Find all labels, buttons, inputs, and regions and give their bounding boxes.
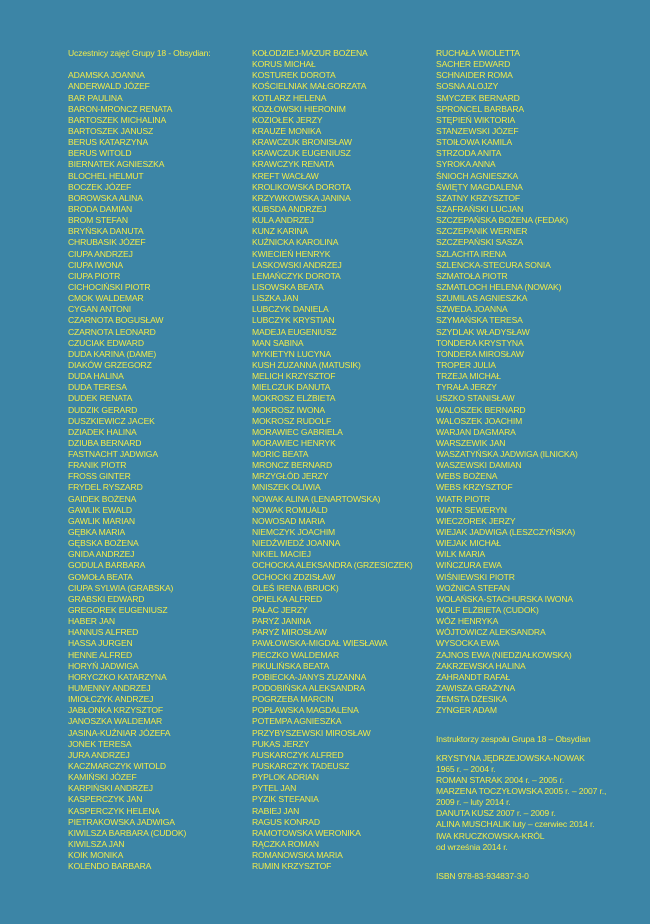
participant-name: HANNUS ALFRED [68,627,139,638]
participants-column-2 [252,48,432,872]
participant-name: CIUPA IWONA [68,259,124,270]
participant-name: WÓZ HENRYKA [436,616,499,627]
participant-name: ZAKRZEWSKA HALINA [436,660,526,671]
participant-name: STOIŁOWA KAMILA [436,137,513,148]
participant-name: CZARNOTA BOGUSŁAW [68,315,164,326]
instructor-line: MARZENA TOCZYŁOWSKA 2005 r. – 2007 r., [436,786,607,796]
participant-name: FROSS GINTER [68,471,131,482]
participant-name: SZAFRAŃSKI LUCJAN [436,203,524,214]
participant-name: WIŚNIEWSKI PIOTR [436,571,515,582]
participant-name: POGRZEBA MARCIN [252,694,334,705]
participant-name: DUDZIK GERARD [68,404,138,415]
name-list-3 [436,48,636,716]
participant-name: WALOSZEK JOACHIM [436,415,523,426]
participant-name: WOŹNICA STEFAN [436,582,510,593]
participant-name: WARJAN DAGMARA [436,426,516,437]
participant-name: KRAWCZUK EUGENIUSZ [252,148,351,159]
participant-name: KOTLARZ HELENA [252,92,327,103]
participant-name: WEBS BOŻENA [436,471,498,482]
participant-name: TROPER JULIA [436,359,496,370]
participant-name: ZEMSTA DŻESIKA [436,694,507,705]
participant-name: LISOWSKA BEATA [252,281,324,292]
participant-name: SZMATLOCH HELENA (NOWAK) [436,281,562,292]
participant-name: DZIUBA BERNARD [68,437,142,448]
instructor-line: ROMAN STARAK 2004 r. – 2005 r. [436,774,565,785]
participant-name: MOKROSZ RUDOLF [252,415,332,426]
participant-name: ZAWISZA GRAŻYNA [436,683,516,694]
participant-name: PODOBIŃSKA ALEKSANDRA [252,683,365,694]
participant-name: NIKIEL MACIEJ [252,549,311,560]
participant-name: CMOK WALDEMAR [68,293,144,304]
participant-name: NOWAK ALINA (LENARTOWSKA) [252,493,381,504]
participant-name: GAWLIK MARIAN [68,515,135,526]
participant-name: CZUCIAK EDWARD [68,337,144,348]
participant-name: JANOSZKA WALDEMAR [68,716,163,727]
participant-name: CZARNOTA LEONARD [68,326,156,337]
isbn: ISBN 978-83-934837-3-0 [436,870,529,881]
participant-name: WYSOCKA EWA [436,638,500,649]
participant-name: SPRONCEL BARBARA [436,103,525,114]
participant-name: WARSZEWIK JAN [436,437,506,448]
participant-name: SCHNAIDER ROMA [436,70,513,81]
participant-name: MIELCZUK DANUTA [252,382,331,393]
participant-name: GREGOREK EUGENIUSZ [68,605,168,616]
participant-name: WIECZOREK JERZY [436,515,516,526]
participant-name: NOWOSAD MARIA [252,515,326,526]
participant-name: LEMAŃCZYK DOROTA [252,270,341,281]
participant-name: KOŚCIELNIAK MAŁGORZATA [252,81,367,92]
participant-name: ZAJNOS EWA (NIEDZIAŁKOWSKA) [436,649,572,660]
participant-name: KOSTUREK DOROTA [252,70,336,81]
participant-name: KOZŁOWSKI HIERONIM [252,103,346,114]
participant-name: ADAMSKA JOANNA [68,70,145,81]
participant-name: POBIECKA-JANYS ZUZANNA [252,671,367,682]
participant-name: SZLENCKA-STECURA SONIA [436,259,551,270]
instructor-line: ALINA MUSCHALIK luty – czerwiec 2014 r. [436,819,595,830]
participant-name: PAŁAC JERZY [252,605,308,616]
participant-name: KOIK MONIKA [68,850,124,861]
participant-name: TYRAŁA JERZY [436,382,497,393]
participant-name: CIUPA PIOTR [68,270,121,281]
participant-name: DUDA HALINA [68,371,124,382]
participant-name: JASINA-KUŹNIAR JÓZEFA [68,727,171,738]
participant-name: PIKULIŃSKA BEATA [252,660,330,671]
participant-name: WIŃCZURA EWA [436,560,502,571]
participant-name: GAWLIK EWALD [68,504,132,515]
participant-name: MORIC BEATA [252,449,309,460]
participant-name: MRZYGŁÓD JERZY [252,471,329,482]
participant-name: KREFT WACŁAW [252,170,319,181]
participant-name: KULA ANDRZEJ [252,215,314,226]
participant-name: NIEDŹWIEDŹ JOANNA [252,538,341,549]
participant-name: WALOSZEK BERNARD [436,404,526,415]
participant-name: SMYCZEK BERNARD [436,92,520,103]
participant-name: DUDA TERESA [68,382,127,393]
participant-name: BAR PAULINA [68,92,123,103]
participant-name: RAGUS KONRAD [252,816,320,827]
participant-name: PUSKARCZYK TADEUSZ [252,761,350,771]
participant-name: KIWILSZA JAN [68,838,125,849]
participant-name: SYROKA ANNA [436,159,496,170]
participant-name: KORUS MICHAŁ [252,59,316,70]
participant-name: HORYŃ JADWIGA [68,660,139,671]
participant-name: FRANIK PIOTR [68,460,127,471]
participant-name: KIWILSZA BARBARA (CUDOK) [68,827,187,838]
participant-name: NOWAK ROMUALD [252,504,328,515]
instructors-list [436,753,636,853]
instructor-line: IWA KRUCZKOWSKA-KRÓL [436,830,545,841]
instructor-line: od września 2014 r. [436,841,508,852]
participant-name: MAN SABINA [252,337,304,348]
participant-name: WIATR PIOTR [436,493,491,504]
participant-name: MNISZEK OLIWIA [252,482,321,493]
participant-name: SZWEDA JOANNA [436,304,508,315]
participant-name: POPŁAWSKA MAGDALENA [252,705,359,716]
participant-name: KARPIŃSKI ANDRZEJ [68,783,153,794]
participant-name: PAWŁOWSKA-MIGDAŁ WIESŁAWA [252,638,388,649]
participant-name: CHRUBASIK JÓZEF [68,237,146,248]
participant-name: DUDA KARINA (DAME) [68,348,157,359]
participant-name: RUMIN KRZYSZTOF [252,861,332,872]
participant-name: OCHOCKA ALEKSANDRA (GRZESICZEK) [252,560,413,571]
participant-name: MORAWIEC GABRIELA [252,426,343,437]
participant-name: GODULA BARBARA [68,560,146,571]
participant-name: KWIECIEŃ HENRYK [252,248,331,259]
participant-name: PYZIK STEFANIA [252,794,319,805]
participant-name: GAIDEK BOŻENA [68,493,137,504]
participant-name: SACHER EDWARD [436,59,511,70]
participant-name: KOLENDO BARBARA [68,861,152,872]
participant-name: RĄCZKA ROMAN [252,838,319,849]
participant-name: ZAHRANDT RAFAŁ [436,671,511,682]
participant-name: KUŹNICKA KAROLINA [252,237,339,248]
participant-name: OLEŚ IRENA (BRUCK) [252,582,339,593]
participant-name: KROLIKOWSKA DOROTA [252,181,351,192]
participant-name: TONDERA MIROSŁAW [436,348,524,359]
participant-name: WOLAŃSKA-STACHURSKA IWONA [436,593,573,604]
participant-name: CIUPA SYLWIA (GRABSKA) [68,582,174,593]
participant-name: MELICH KRZYSZTOF [252,371,336,382]
participant-name: ZYNGER ADAM [436,705,497,716]
participant-name: WIEJAK MICHAŁ [436,538,501,549]
participant-name: PYPLOK ADRIAN [252,772,319,783]
participant-name: STANZEWSKI JÓZEF [436,125,519,136]
participant-name: GĘBSKA BOŻENA [68,538,139,549]
participant-name: CIUPA ANDRZEJ [68,248,133,259]
participant-name: SZYMAŃSKA TERESA [436,315,523,326]
participant-name: KRAWCZYK RENATA [252,159,335,170]
participant-name: HABER JAN [68,616,115,627]
participant-name: POTEMPA AGNIESZKA [252,716,342,727]
participant-name: SZCZEPAŃSKI SASZA [436,237,524,248]
participant-name: LISZKA JAN [252,293,299,304]
participant-name: STRZODA ANITA [436,148,502,159]
instructor-line: 2009 r. – luty 2014 r. [436,797,511,808]
participant-name: KASPERCZYK JAN [68,794,143,805]
participant-name: RUCHAŁA WIOLETTA [436,48,520,58]
participant-name: WASZATYŃSKA JADWIGA (ILNICKA) [436,449,578,460]
participant-name: BRYŃSKA DANUTA [68,226,144,237]
participant-name: WIATR SEWERYN [436,504,507,515]
participant-name: WASZEWSKI DAMIAN [436,460,522,471]
participant-name: PARYŻ MIROSŁAW [252,627,327,638]
participant-name: BARON-MRONCZ RENATA [68,103,173,114]
participant-name: OCHOCKI ZDZISŁAW [252,571,336,582]
participant-name: FRYDEL RYSZARD [68,482,143,493]
participant-name: KAMIŃSKI JÓZEF [68,772,137,783]
participant-name: GOMOŁA BEATA [68,571,133,582]
participants-column-3 [436,48,636,882]
participant-name: KASPERCZYK HELENA [68,805,161,816]
participant-name: KRAUZE MONIKA [252,125,322,136]
participant-name: DIAKÓW GRZEGORZ [68,359,152,370]
participant-name: ŚNIOCH AGNIESZKA [436,170,519,181]
instructor-line: 1965 r. – 2004 r. [436,763,496,774]
participant-name: SZMATOŁA PIOTR [436,270,508,281]
participant-name: SOSNA ALOJZY [436,81,499,92]
participant-name: KUBSDA ANDRZEJ [252,203,327,214]
participant-name: JABŁONKA KRZYSZTOF [68,705,164,716]
participant-name: WILK MARIA [436,549,486,560]
participant-name: DUSZKIEWICZ JACEK [68,415,155,426]
participant-name: SZCZEPAŃSKA BOŻENA (FEDAK) [436,215,569,226]
participant-name: GRABSKI EDWARD [68,593,145,604]
participant-name: LUBCZYK DANIELA [252,304,329,315]
participant-name: LUBCZYK KRYSTIAN [252,315,335,326]
instructor-line: DANUTA KUSZ 2007 r. – 2009 r. [436,808,556,819]
participant-name: WEBS KRZYSZTOF [436,482,513,493]
participant-name: WOLF ELŻBIETA (CUDOK) [436,605,539,616]
participant-name: HORYCZKO KATARZYNA [68,671,167,682]
instructor-line: KRYSTYNA JĘDRZEJOWSKA-NOWAK [436,752,585,763]
participant-name: PIETRAKOWSKA JADWIGA [68,816,175,827]
participant-name: KOŁODZIEJ-MAZUR BOŻENA [252,48,368,58]
participant-name: SZUMILAS AGNIESZKA [436,293,528,304]
participant-name: NIEMCZYK JOACHIM [252,527,336,538]
participant-name: IMIOŁCZYK ANDRZEJ [68,694,154,705]
participant-name: MORAWIEC HENRYK [252,437,336,448]
participant-name: PRZYBYSZEWSKI MIROSŁAW [252,727,371,738]
participant-name: BOCZEK JÓZEF [68,181,132,192]
participant-name: SZATNY KRZYSZTOF [436,192,521,203]
participant-name: PYTEL JAN [252,783,297,794]
participant-name: RABIEJ JAN [252,805,300,816]
participant-name: CICHOCIŃSKI PIOTR [68,281,151,292]
participant-name: KUSH ZUZANNA (MATUSIK) [252,359,361,370]
name-list-1 [68,70,243,872]
participant-name: HASSA JURGEN [68,638,133,649]
participant-name: BIERNATEK AGNIESZKA [68,159,165,170]
participant-name: MOKROSZ IWONA [252,404,326,415]
participant-name: BRODA DAMIAN [68,203,133,214]
participants-column-1 [68,48,243,872]
participant-name: WÓJTOWICZ ALEKSANDRA [436,627,546,638]
participant-name: DZIADEK HALINA [68,426,137,437]
participant-name: LASKOWSKI ANDRZEJ [252,259,342,270]
participant-name: MOKROSZ ELŻBIETA [252,393,336,404]
instructors-heading: Instruktorzy zespołu Grupa 18 – Obsydian [436,734,591,745]
participant-name: GNIDA ANDRZEJ [68,549,135,560]
participant-name: SZCZEPANIK WERNER [436,226,528,237]
participant-name: USZKO STANISŁAW [436,393,515,404]
participant-name: ANDERWALD JÓZEF [68,81,150,92]
participant-name: BERUS WITOLD [68,148,132,159]
participant-name: JONEK TERESA [68,738,132,749]
participant-name: CYGAN ANTONI [68,304,131,315]
participant-name: PUKAS JERZY [252,738,310,749]
participants-heading: Uczestnicy zajęć Grupy 18 - Obsydian: [68,48,211,58]
participant-name: KRAWCZUK BRONISŁAW [252,137,352,148]
participant-name: KRZYWKOWSKA JANINA [252,192,351,203]
participant-name: MADEJA EUGENIUSZ [252,326,337,337]
participant-name: HENNE ALFRED [68,649,133,660]
participant-name: KUNZ KARINA [252,226,309,237]
participant-name: KOZIOŁEK JERZY [252,114,323,125]
participant-name: SZYDLAK WŁADYSŁAW [436,326,530,337]
participant-name: MRONCZ BERNARD [252,460,333,471]
participant-name: HUMENNY ANDRZEJ [68,683,151,694]
participant-name: BARTOSZEK JANUSZ [68,125,154,136]
participant-name: TONDERA KRYSTYNA [436,337,524,348]
participant-name: BERUS KATARZYNA [68,137,149,148]
participant-name: BOROWSKA ALINA [68,192,143,203]
participant-name: ROMANOWSKA MARIA [252,850,343,861]
participant-name: TRZEJA MICHAŁ [436,371,501,382]
participant-name: STĘPIEŃ WIKTORIA [436,114,516,125]
participant-name: PARYŻ JANINA [252,616,312,627]
participant-name: FASTNACHT JADWIGA [68,449,158,460]
participant-name: GĘBKA MARIA [68,527,126,538]
participant-name: MYKIETYN LUCYNA [252,348,331,359]
participant-name: BROM STEFAN [68,215,128,226]
participant-name: RAMOTOWSKA WERONIKA [252,827,361,838]
name-list-2 [252,48,432,872]
participant-name: OPIELKA ALFRED [252,593,323,604]
participant-name: WIEJAK JADWIGA (LESZCZYŃSKA) [436,527,576,538]
participant-name: KACZMARCZYK WITOLD [68,761,166,771]
participant-name: BLOCHEL HELMUT [68,170,144,181]
participant-name: BARTOSZEK MICHALINA [68,114,167,125]
participant-name: PIECZKO WALDEMAR [252,649,340,660]
participant-name: SZLACHTA IRENA [436,248,507,259]
participant-name: ŚWIĘTY MAGDALENA [436,181,523,192]
participant-name: DUDEK RENATA [68,393,133,404]
participant-name: PUSKARCZYK ALFRED [252,749,344,760]
participant-name: JURA ANDRZEJ [68,749,130,760]
